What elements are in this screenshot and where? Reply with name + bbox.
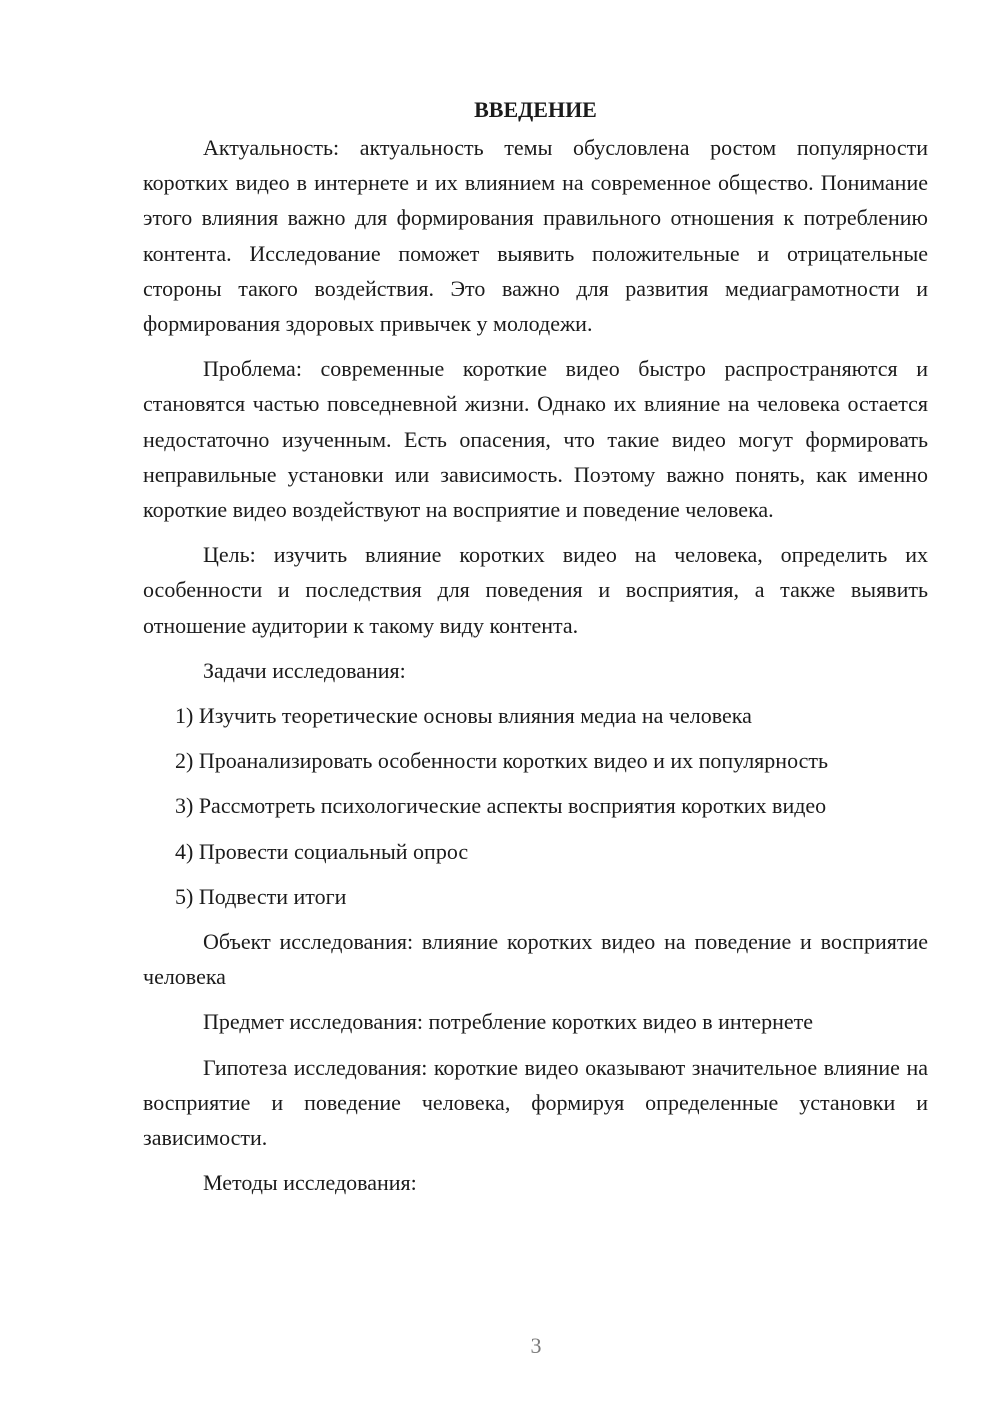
list-item: 3) Рассмотреть психологические аспекты восприятия коротких видео bbox=[175, 793, 827, 819]
list-item: 4) Провести социальный опрос bbox=[175, 838, 469, 864]
methods-intro: Методы исследования: bbox=[203, 1170, 417, 1196]
list-item: 5) Подвести итоги bbox=[175, 883, 347, 909]
goal-paragraph: Цель: изучить влияние коротких видео на человека, определить их особенности и последствия для поведения и восприятия, а также выявить отношение аудитории к такому виду контента. bbox=[143, 542, 928, 638]
list-item: 1) Изучить теоретические основы влияния медиа на человека bbox=[175, 703, 752, 729]
object-paragraph: Объект исследования: влияние коротких видео на поведение и восприятие человека bbox=[143, 929, 928, 990]
relevance-paragraph: Актуальность: актуальность темы обусловлена ростом популярности коротких видео в интернете и их влиянием на современное общество. Понимание этого влияния важно для формирования правильного отношения к потреблению контента. Исследование поможет выявить положительные и отрицательные стороны такого воздействия. Это важно для развития медиаграмотности и формирования здоровых привычек у молодежи. bbox=[143, 135, 928, 337]
problem-paragraph: Проблема: современные короткие видео быстро распространяются и становятся частью повседневной жизни. Однако их влияние на человека остается недостаточно изученным. Есть опасения, что такие видео могут формировать неправильные установки или зависимость. Поэтому важно понять, как именно короткие видео воздействуют на восприятие и поведение человека. bbox=[143, 356, 928, 523]
subject-paragraph: Предмет исследования: потребление коротких видео в интернете bbox=[203, 1009, 813, 1035]
list-item: 2) Проанализировать особенности коротких видео и их популярность bbox=[175, 748, 829, 774]
page-content bbox=[143, 92, 928, 1210]
section-heading: ВВЕДЕНИЕ bbox=[474, 97, 597, 122]
hypothesis-paragraph: Гипотеза исследования: короткие видео оказывают значительное влияние на восприятие и поведение человека, формируя определенные установки и зависимости. bbox=[143, 1054, 928, 1151]
tasks-intro: Задачи исследования: bbox=[203, 657, 406, 683]
page-number: 3 bbox=[530, 1333, 542, 1358]
tasks-list bbox=[143, 698, 928, 914]
